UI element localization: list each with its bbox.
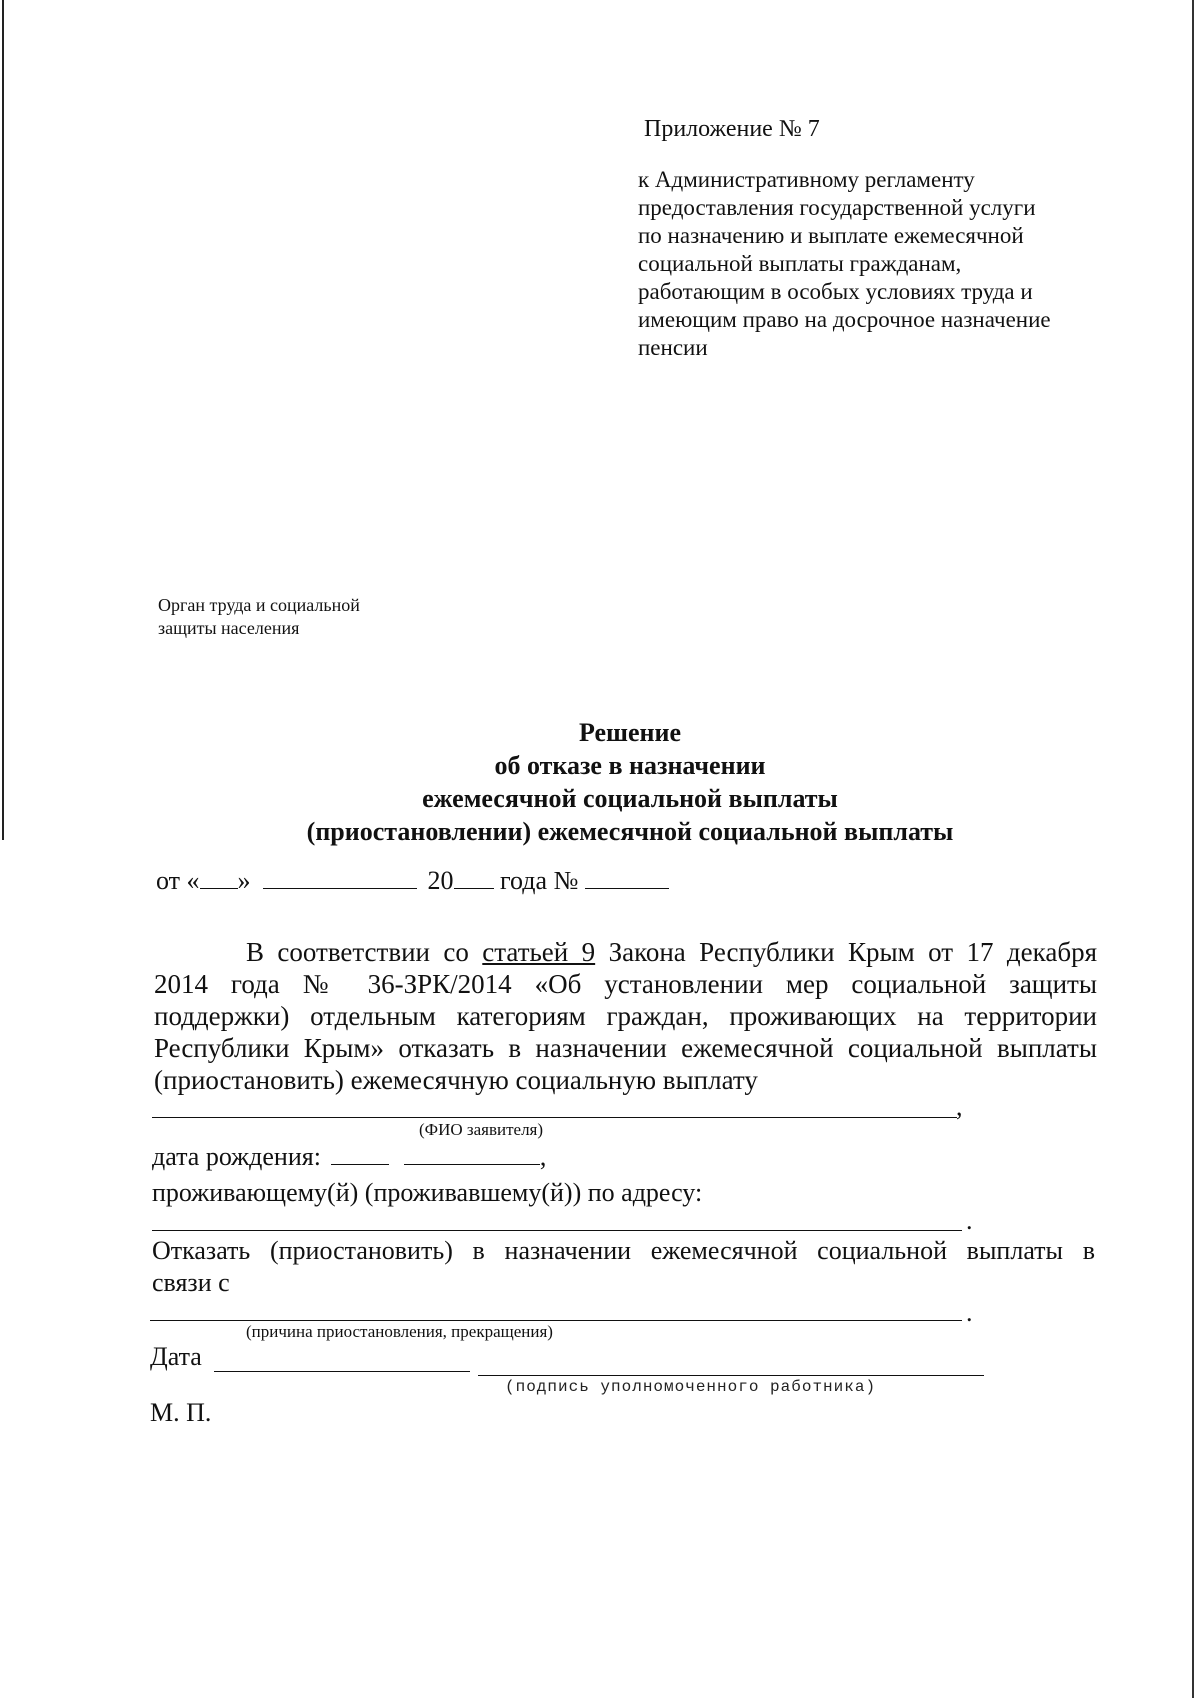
fio-field[interactable] (152, 1117, 957, 1118)
address-label: проживающему(й) (проживавшему(й)) по адресу: (152, 1178, 703, 1207)
birth-month-year-field[interactable] (404, 1163, 540, 1165)
paragraph-line: поддержки) отдельным категориям граждан, проживающих на территории (154, 1001, 1097, 1031)
law-article-link[interactable]: статьей 9 (482, 937, 596, 967)
day-field[interactable] (200, 887, 238, 889)
birth-date-row (152, 1142, 546, 1172)
decision-title-line: ежемесячной социальной выплаты (422, 784, 838, 813)
stamp-place-label: М. П. (150, 1398, 212, 1427)
sign-date-field[interactable] (214, 1371, 470, 1372)
reason-caption: (причина приостановления, прекращения) (246, 1322, 553, 1341)
organization-line: защиты населения (158, 618, 300, 638)
decision-title-line: об отказе в назначении (494, 751, 766, 780)
appendix-line: предоставления государственной услуги (638, 195, 1036, 220)
year-number-label: года № (500, 866, 579, 895)
sign-date-label: Дата (150, 1342, 202, 1371)
appendix-line: имеющим право на досрочное назначение (638, 307, 1051, 332)
decision-title (140, 716, 1120, 848)
paragraph-text: Закона Республики Крым от 17 декабря (595, 937, 1097, 967)
century-label: 20 (427, 866, 454, 895)
organization-label (158, 594, 360, 640)
month-field[interactable] (263, 887, 417, 889)
paragraph-line: (приостановить) ежемесячную социальную выплату (154, 1065, 758, 1095)
signature-caption: (подпись уполномоченного работника) (505, 1378, 877, 1396)
birth-trailing-comma: , (539, 1142, 547, 1171)
appendix-line: работающим в особых условиях труда и (638, 279, 1033, 304)
appendix-line: социальной выплаты гражданам, (638, 251, 962, 276)
decision-paragraph (154, 936, 1097, 1096)
decision-number-field[interactable] (585, 887, 669, 889)
organization-line: Орган труда и социальной (158, 595, 360, 615)
paragraph-text: В соответствии со (246, 937, 483, 967)
address-trailing-period: . (966, 1206, 973, 1235)
signature-field[interactable] (478, 1375, 984, 1376)
decision-title-line: (приостановлении) ежемесячной социальной выплаты (306, 817, 954, 846)
appendix-line: к Административному регламенту (638, 167, 975, 192)
paragraph-line: Республики Крым» отказать в назначении ежемесячной социальной выплаты (154, 1033, 1097, 1063)
scan-edge-right (1192, 0, 1194, 1698)
reason-trailing-period: . (966, 1298, 973, 1327)
paragraph-line (154, 936, 1097, 968)
appendix-title: Приложение № 7 (644, 116, 820, 142)
fio-trailing-comma: , (956, 1092, 963, 1121)
birth-day-field[interactable] (331, 1163, 389, 1165)
paragraph-line: 2014 года № 36-ЗРК/2014 «Об установлении мер социальной защиты (154, 969, 1097, 999)
year-field[interactable] (454, 887, 494, 889)
date-number-line (156, 866, 669, 896)
appendix-line: пенсии (638, 335, 708, 360)
close-quote: » (237, 866, 251, 895)
birth-date-label: дата рождения: (152, 1142, 321, 1171)
fio-caption: (ФИО заявителя) (419, 1120, 544, 1139)
appendix-line: по назначению и выплате ежемесячной (638, 223, 1024, 248)
reason-field[interactable] (150, 1320, 962, 1321)
address-field[interactable] (152, 1230, 962, 1231)
appendix-description (638, 166, 1051, 362)
scan-edge-left (2, 0, 4, 840)
refuse-line-2: связи с (152, 1268, 230, 1297)
decision-title-line: Решение (578, 718, 682, 747)
from-label: от « (156, 866, 200, 895)
refuse-line-1: Отказать (приостановить) в назначении ежемесячной социальной выплаты в (152, 1236, 1095, 1265)
